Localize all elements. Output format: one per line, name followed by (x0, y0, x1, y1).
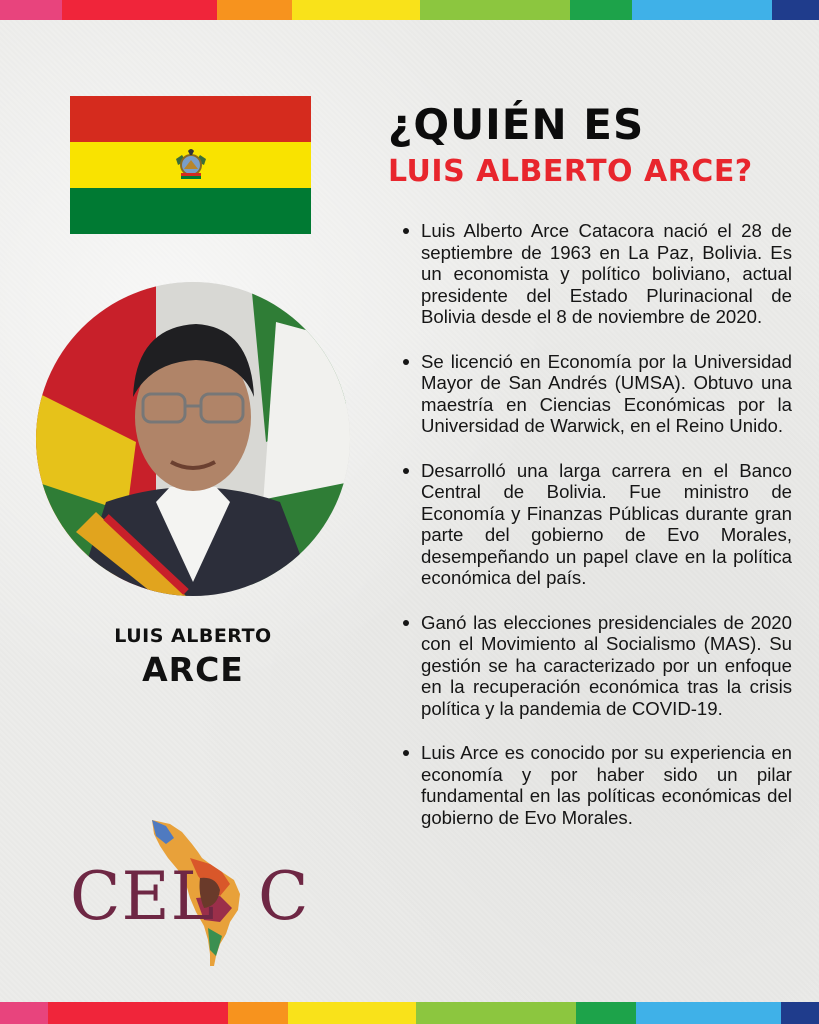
logo-text-suffix: C (258, 858, 310, 935)
coat-of-arms-icon (172, 145, 210, 183)
biography-list (400, 220, 792, 851)
portrait-photo (36, 282, 350, 596)
list-item: Ganó las elecciones presidenciales de 2020 con el Movimiento al Socialismo (MAS). Su gestión se ha caracterizado por un enfoque en la recuperación económica tras la crisis política y la pandemia de COVID-19. (400, 612, 792, 720)
bottom-rainbow-stripe (0, 1002, 819, 1024)
heading-name: LUIS ALBERTO ARCE? (388, 154, 753, 189)
bolivia-flag (70, 96, 311, 234)
celac-logo (70, 818, 320, 968)
flag-red-band (70, 96, 311, 142)
caption-first-name: LUIS ALBERTO (114, 625, 272, 647)
portrait-icon (36, 282, 350, 596)
heading-question: ¿QUIÉN ES (388, 100, 645, 149)
logo-text (70, 858, 310, 935)
flag-green-band (70, 188, 311, 234)
caption-last-name: ARCE (142, 650, 244, 689)
logo-text-prefix: CEL (70, 858, 216, 935)
list-item: Luis Arce es conocido por su experiencia en economía y por haber sido un pilar fundamental en las políticas económicas del gobierno de Evo Morales. (400, 742, 792, 828)
list-item: Desarrolló una larga carrera en el Banco Central de Bolivia. Fue ministro de Economía y Finanzas Públicas durante gran parte del gobierno de Evo Morales, desempeñando un papel clave en la política económica del país. (400, 460, 792, 589)
list-item: Luis Alberto Arce Catacora nació el 28 de septiembre de 1963 en La Paz, Bolivia. Es un economista y político boliviano, actual presidente del Estado Plurinacional de Bolivia desde el 8 de noviembre de 2020. (400, 220, 792, 328)
list-item: Se licenció en Economía por la Universidad Mayor de San Andrés (UMSA). Obtuvo una maestría en Ciencias Económicas por la Universidad de Warwick, en el Reino Unido. (400, 351, 792, 437)
top-rainbow-stripe (0, 0, 819, 20)
